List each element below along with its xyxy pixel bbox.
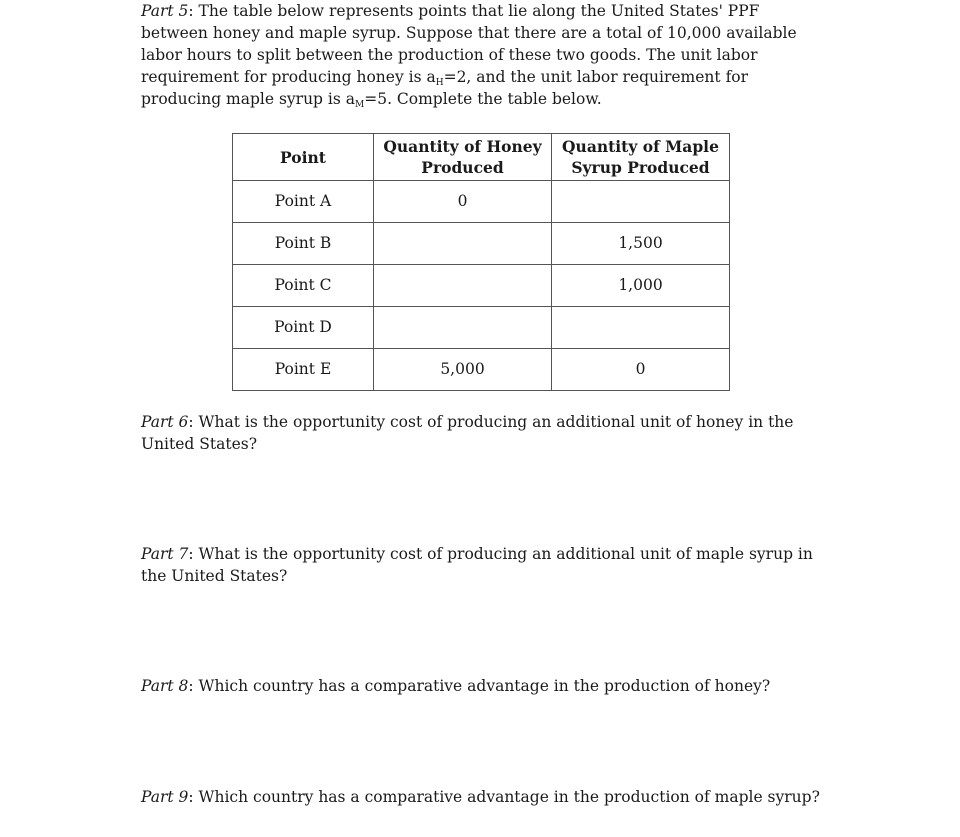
part5-subscript-m: M [355,100,365,110]
part8-text: : Which country has a comparative advantage in the production of honey? [188,677,771,695]
cell-maple-d [552,307,730,349]
part6-question [141,411,821,455]
ppf-table [232,133,730,391]
cell-honey-e: 5,000 [374,349,552,391]
part9-label: Part 9 [141,788,189,806]
cell-point-e: Point E [233,349,374,391]
part7-question [141,543,821,587]
table-row [233,223,730,265]
table-row [233,307,730,349]
part6-text: : What is the opportunity cost of producing an additional unit of honey in the United States? [141,413,794,453]
table-row [233,349,730,391]
cell-point-b: Point B [233,223,374,265]
part7-text: : What is the opportunity cost of producing an additional unit of maple syrup in the United States? [141,545,813,585]
part9-question [141,786,821,808]
cell-honey-d [374,307,552,349]
cell-honey-c [374,265,552,307]
part5-question [141,0,821,110]
header-point: Point [233,134,374,181]
table-row [233,265,730,307]
cell-honey-b [374,223,552,265]
table-row [233,181,730,223]
cell-maple-e: 0 [552,349,730,391]
cell-maple-c: 1,000 [552,265,730,307]
part8-label: Part 8 [141,677,189,695]
part6-label: Part 6 [141,413,189,431]
part5-text-a: : The table below represents points that lie along the United States' PPF between honey and maple syrup. Suppose that there are a total of 10,000 available labor hours to split between the production of these two goods. The unit labor requirement for producing honey is a [141,2,797,86]
part7-label: Part 7 [141,545,189,563]
cell-maple-b: 1,500 [552,223,730,265]
part5-text-c: =5. Complete the table below. [364,90,602,108]
part5-label: Part 5 [141,2,189,20]
part8-question [141,675,821,697]
part9-text: : Which country has a comparative advantage in the production of maple syrup? [188,788,820,806]
header-maple: Quantity of Maple Syrup Produced [552,134,730,181]
cell-honey-a: 0 [374,181,552,223]
table-header-row [233,134,730,181]
cell-point-a: Point A [233,181,374,223]
part5-text-b: =2, and the unit labor requirement for producing maple syrup is a [141,68,749,108]
part5-subscript-h: H [435,78,444,88]
cell-point-d: Point D [233,307,374,349]
header-honey: Quantity of Honey Produced [374,134,552,181]
cell-point-c: Point C [233,265,374,307]
cell-maple-a [552,181,730,223]
